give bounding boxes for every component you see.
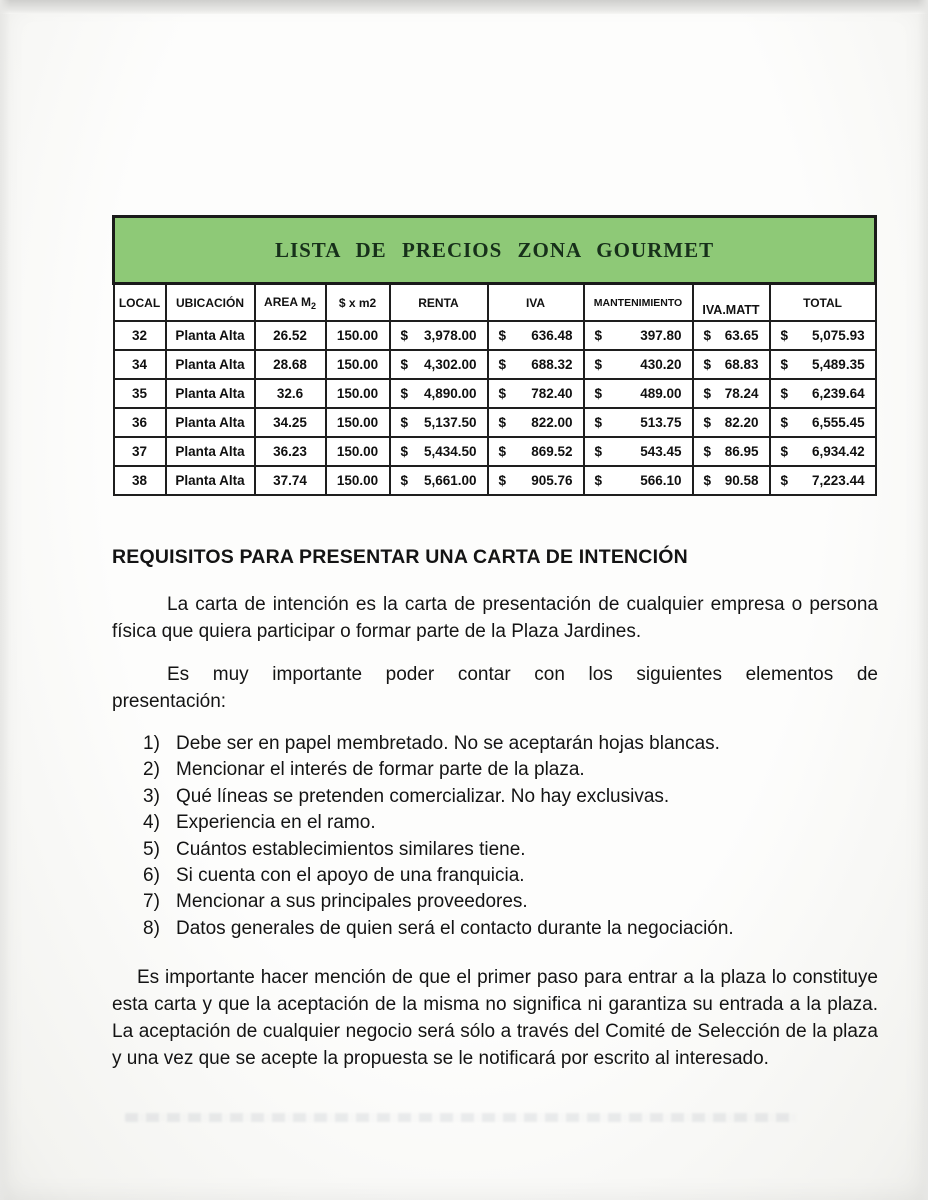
illegible-footer-text	[125, 1113, 797, 1122]
cell-total-amount: 5,489.35	[812, 357, 865, 372]
list-item-text: Mencionar a sus principales proveedores.	[176, 891, 528, 913]
list-item-number: 7)	[143, 891, 160, 913]
list-item-text: Cuántos establecimientos similares tiene.	[176, 838, 526, 860]
cell-iva-matt-amount: 78.24	[724, 386, 759, 401]
intro-paragraph: La carta de intención es la carta de presentación de cualquier empresa o persona física que quiera participar o formar parte de la Plaza Jardines.	[112, 594, 878, 642]
cell-iva-matt	[693, 466, 770, 495]
currency-symbol: $	[780, 328, 789, 343]
table-header-row	[114, 284, 876, 322]
cell-iva-amount: 636.48	[531, 328, 573, 343]
table-title: LISTA DE PRECIOS ZONA GOURMET	[114, 217, 876, 284]
cell-total	[770, 350, 876, 379]
cell-iva-matt	[693, 408, 770, 437]
currency-symbol: $	[780, 415, 789, 430]
cell-iva-amount: 782.40	[531, 386, 573, 401]
cell-iva-matt-amount: 82.20	[724, 415, 759, 430]
list-item	[143, 837, 878, 863]
cell-local: 37	[114, 437, 166, 466]
cell-mantenimiento-amount: 489.00	[640, 386, 682, 401]
cell-local: 35	[114, 379, 166, 408]
cell-area: 26.52	[255, 321, 326, 350]
cell-precio-m2: 150.00	[326, 321, 390, 350]
cell-iva-matt	[693, 437, 770, 466]
currency-symbol: $	[400, 357, 409, 372]
cell-ubicacion: Planta Alta	[166, 350, 255, 379]
list-item	[143, 916, 878, 942]
column-header-mantenimiento: MANTENIMIENTO	[584, 284, 693, 322]
column-header-renta: RENTA	[390, 284, 488, 322]
cell-iva	[488, 350, 584, 379]
column-header-precio-m2: $ x m2	[326, 284, 390, 322]
cell-precio-m2: 150.00	[326, 379, 390, 408]
column-header-area-label: AREA M	[264, 294, 311, 309]
currency-symbol: $	[780, 386, 789, 401]
cell-total	[770, 379, 876, 408]
cell-iva	[488, 321, 584, 350]
cell-mantenimiento-amount: 397.80	[640, 328, 682, 343]
cell-renta-amount: 5,137.50	[423, 415, 477, 430]
list-item-number: 8)	[143, 917, 160, 939]
currency-symbol: $	[703, 328, 712, 343]
cell-mantenimiento	[584, 437, 693, 466]
currency-symbol: $	[594, 444, 603, 459]
list-item-text: Datos generales de quien será el contacto durante la negociación.	[176, 917, 734, 939]
list-item-number: 1)	[143, 733, 160, 754]
currency-symbol: $	[400, 328, 409, 343]
list-item-text: Mencionar el interés de formar parte de la plaza.	[176, 759, 585, 781]
list-item-text: Debe ser en papel membretado. No se aceptarán hojas blancas.	[176, 733, 720, 754]
currency-symbol: $	[400, 386, 409, 401]
cell-iva-amount: 688.32	[531, 357, 573, 372]
scan-edge-shadow-top	[0, 0, 928, 14]
currency-symbol: $	[498, 357, 507, 372]
cell-iva	[488, 379, 584, 408]
currency-symbol: $	[400, 473, 409, 488]
cell-renta	[390, 408, 488, 437]
column-header-area-subscript: 2	[310, 300, 316, 311]
cell-area: 36.23	[255, 437, 326, 466]
cell-iva-matt-amount: 68.83	[724, 357, 759, 372]
cell-mantenimiento-amount: 566.10	[640, 473, 682, 488]
cell-total-amount: 6,555.45	[812, 415, 865, 430]
currency-symbol: $	[780, 473, 789, 488]
currency-symbol: $	[400, 444, 409, 459]
list-item-text: Si cuenta con el apoyo de una franquicia.	[176, 865, 525, 887]
currency-symbol: $	[498, 444, 507, 459]
cell-total-amount: 5,075.93	[812, 328, 865, 343]
cell-iva	[488, 408, 584, 437]
column-header-total: TOTAL	[770, 284, 876, 322]
list-item-text: Experiencia en el ramo.	[176, 812, 376, 834]
cell-mantenimiento-amount: 430.20	[640, 357, 682, 372]
list-item	[143, 731, 878, 757]
section-heading: REQUISITOS PARA PRESENTAR UNA CARTA DE INTENCIÓN	[112, 546, 688, 568]
cell-iva-matt	[693, 350, 770, 379]
cell-area: 28.68	[255, 350, 326, 379]
cell-iva-matt-amount: 86.95	[724, 444, 759, 459]
cell-mantenimiento-amount: 543.45	[640, 444, 682, 459]
cell-local: 38	[114, 466, 166, 495]
list-item	[143, 863, 878, 889]
currency-symbol: $	[498, 386, 507, 401]
cell-renta-amount: 4,890.00	[423, 386, 477, 401]
cell-iva-matt	[693, 379, 770, 408]
cell-area: 34.25	[255, 408, 326, 437]
list-item-number: 4)	[143, 812, 160, 834]
table-row	[114, 350, 876, 379]
cell-iva-matt-amount: 90.58	[724, 473, 759, 488]
cell-precio-m2: 150.00	[326, 466, 390, 495]
cell-renta	[390, 321, 488, 350]
column-header-ubicacion: UBICACIÓN	[166, 284, 255, 322]
cell-renta-amount: 5,434.50	[423, 444, 477, 459]
requirements-list	[143, 731, 878, 942]
list-item-number: 5)	[143, 838, 160, 860]
cell-renta-amount: 5,661.00	[423, 473, 477, 488]
list-item-text: Qué líneas se pretenden comercializar. No hay exclusivas.	[176, 785, 670, 807]
cell-renta	[390, 350, 488, 379]
cell-iva	[488, 466, 584, 495]
cell-renta-amount: 3,978.00	[423, 328, 477, 343]
currency-symbol: $	[594, 386, 603, 401]
cell-mantenimiento	[584, 350, 693, 379]
elements-paragraph: Es muy importante poder contar con los siguientes elementos de presentación:	[112, 664, 878, 712]
currency-symbol: $	[703, 357, 712, 372]
currency-symbol: $	[780, 357, 789, 372]
cell-iva-amount: 822.00	[531, 415, 573, 430]
list-item-number: 3)	[143, 785, 160, 807]
currency-symbol: $	[594, 357, 603, 372]
cell-precio-m2: 150.00	[326, 437, 390, 466]
table-row	[114, 408, 876, 437]
column-header-iva-matt: IVA.MATT	[693, 284, 770, 322]
currency-symbol: $	[703, 473, 712, 488]
cell-mantenimiento	[584, 321, 693, 350]
cell-iva-amount: 905.76	[531, 473, 573, 488]
table-title-row	[114, 217, 876, 284]
list-item-number: 2)	[143, 759, 160, 781]
column-header-area	[255, 284, 326, 322]
cell-mantenimiento-amount: 513.75	[640, 415, 682, 430]
table-row	[114, 321, 876, 350]
list-item	[143, 784, 878, 810]
cell-local: 34	[114, 350, 166, 379]
cell-total-amount: 6,239.64	[812, 386, 865, 401]
cell-precio-m2: 150.00	[326, 350, 390, 379]
currency-symbol: $	[703, 444, 712, 459]
cell-total	[770, 437, 876, 466]
cell-total	[770, 466, 876, 495]
cell-iva	[488, 437, 584, 466]
cell-renta	[390, 437, 488, 466]
currency-symbol: $	[400, 415, 409, 430]
cell-mantenimiento	[584, 466, 693, 495]
document-body	[112, 545, 878, 1072]
cell-total-amount: 6,934.42	[812, 444, 865, 459]
column-header-local: LOCAL	[114, 284, 166, 322]
scan-edge-shadow-right	[918, 0, 928, 1200]
cell-ubicacion: Planta Alta	[166, 379, 255, 408]
scan-edge-shadow-left	[0, 0, 10, 1200]
cell-mantenimiento	[584, 408, 693, 437]
table-row	[114, 437, 876, 466]
list-item	[143, 889, 878, 915]
cell-renta	[390, 466, 488, 495]
currency-symbol: $	[498, 328, 507, 343]
price-table	[112, 215, 877, 496]
currency-symbol: $	[594, 328, 603, 343]
column-header-iva: IVA	[488, 284, 584, 322]
currency-symbol: $	[703, 386, 712, 401]
list-item	[143, 810, 878, 836]
cell-iva-matt	[693, 321, 770, 350]
cell-ubicacion: Planta Alta	[166, 437, 255, 466]
currency-symbol: $	[594, 415, 603, 430]
cell-ubicacion: Planta Alta	[166, 408, 255, 437]
list-item-number: 6)	[143, 865, 160, 887]
cell-area: 37.74	[255, 466, 326, 495]
cell-area: 32.6	[255, 379, 326, 408]
cell-precio-m2: 150.00	[326, 408, 390, 437]
cell-total-amount: 7,223.44	[812, 473, 865, 488]
cell-ubicacion: Planta Alta	[166, 321, 255, 350]
table-row	[114, 379, 876, 408]
cell-ubicacion: Planta Alta	[166, 466, 255, 495]
cell-iva-matt-amount: 63.65	[724, 328, 759, 343]
list-item	[143, 757, 878, 783]
cell-total	[770, 321, 876, 350]
cell-renta	[390, 379, 488, 408]
currency-symbol: $	[780, 444, 789, 459]
cell-local: 32	[114, 321, 166, 350]
table-row	[114, 466, 876, 495]
currency-symbol: $	[498, 473, 507, 488]
cell-renta-amount: 4,302.00	[423, 357, 477, 372]
cell-local: 36	[114, 408, 166, 437]
currency-symbol: $	[703, 415, 712, 430]
cell-mantenimiento	[584, 379, 693, 408]
currency-symbol: $	[498, 415, 507, 430]
closing-paragraph: Es importante hacer mención de que el primer paso para entrar a la plaza lo constituye esta carta y que la aceptación de la misma no significa ni garantiza su entrada a la plaza. La aceptación de cualquier negocio será sólo a través del Comité de Selección de la plaza y una vez que se acepte la propuesta se le notificará por escrito al interesado.	[112, 967, 878, 1070]
cell-total	[770, 408, 876, 437]
cell-iva-amount: 869.52	[531, 444, 573, 459]
currency-symbol: $	[594, 473, 603, 488]
